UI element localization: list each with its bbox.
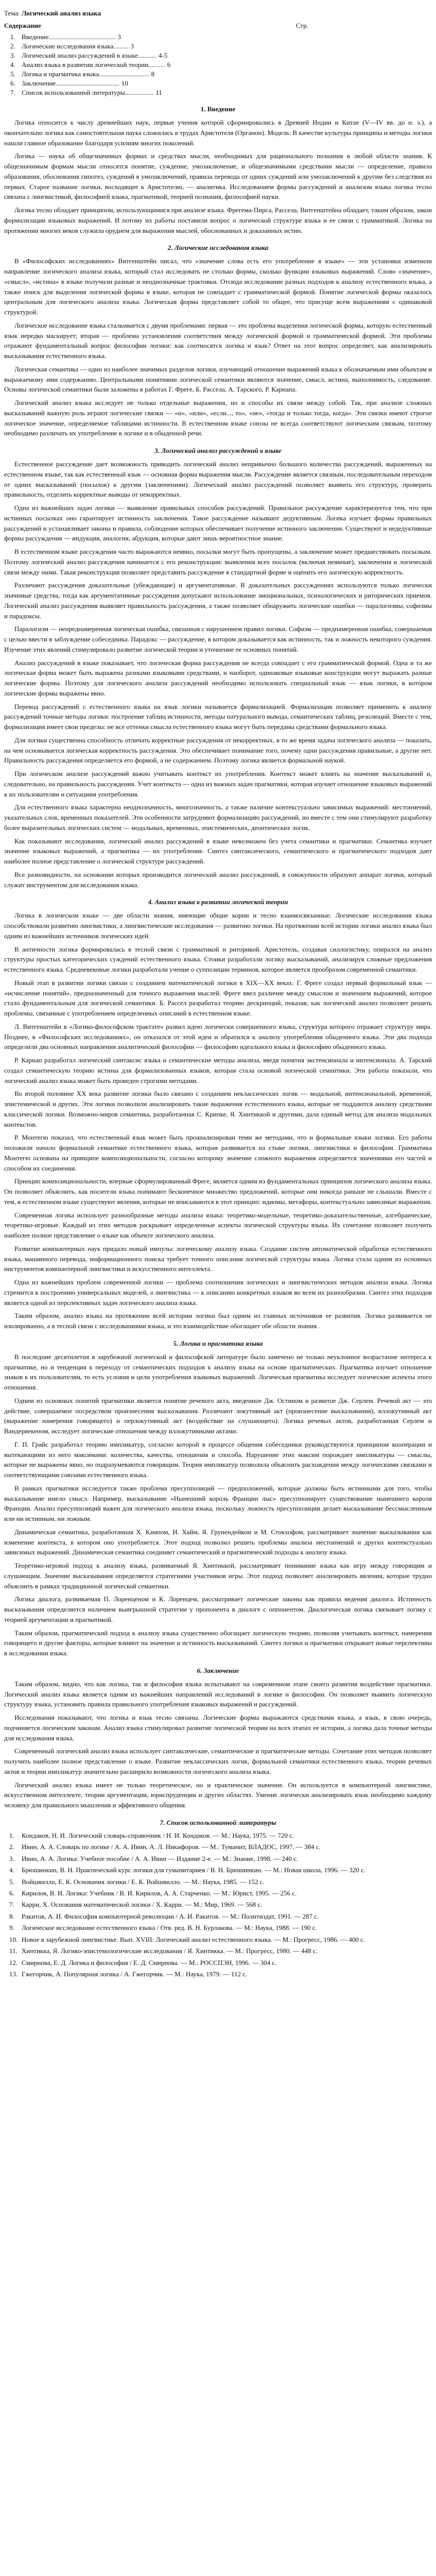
paragraph: Р. Карнап разработал логический синтаксис языка и семантические методы анализа, введя понятия экстенсионала и интенсионала. А. Тарский создал семантическую теорию истины для формализованных языков, которая стала основой логической семантики. Эти работы показали, что логический анализ языка может быть проведен строгими методами. xyxy=(4,1056,432,1084)
paragraph: Таким образом, видно, что как логика, так и философия языка испытывают на современном этапе своего развития воздействие прагматики. Логический анализ языка является одним из важнейших направлений исследований в логике и философии. Он позволяет выявить логическую структуру языка, установить правила правильного употребления языковых выражений и рассуждений. xyxy=(4,1680,432,1708)
toc-item-number: 5. xyxy=(10,70,15,78)
toc-item-page: 3 xyxy=(130,42,134,50)
theme-value: Логический анализ языка xyxy=(22,9,101,17)
reference-item xyxy=(9,1877,432,1887)
paragraph: Для логики существенна способность отличать корректные рассуждения от некорректных, в то же время задача логического анализа — показать, на чем основывается логическая корректность рассуждения. Это обеспечивает понимание того, почему одни рассуждения правильные, а другие нет. Правильность рассуждения определяется его формой, а не содержанием. Поэтому логика является формальной наукой. xyxy=(4,736,432,765)
reference-number: 9. xyxy=(9,1924,14,1932)
paragraph: Естественное рассуждение дает возможность приводить логический анализ непривычно большого количества рассуждений, выраженных на естественном языке, так как естественный язык — основная форма выражения мысли. Рассуждение является связным, последовательным переходом от одних высказываний (посылок) к другим (заключениям). Логический анализ рассуждений позволяет выявить его структуру, проверить правильность, отделить корректные выводы от некорректных. xyxy=(4,460,432,499)
reference-list xyxy=(4,1831,432,1979)
paragraph: Развитие компьютерных наук придало новый импульс логическому анализу языка. Создание систем автоматической обработки естественного языка, машинного перевода, информационного поиска требует точного описания логической структуры языка. Логика стала одним из основных инструментов компьютерной лингвистики и искусственного интеллекта. xyxy=(4,1244,432,1273)
toc-item-page: 8 xyxy=(151,70,155,78)
reference-number: 3. xyxy=(9,1854,14,1862)
paragraph: В естественном языке рассуждения часто выражаются неявно, посылки могут быть пропущены, а заключение может предшествовать посылкам. Поэтому логический анализ рассуждения начинается с его реконструкции: выявления всех посылок (включая неявные), заключения и логической связи между ними. Такая реконструкция позволяет представить рассуждение в стандартной форме и оценить его логическую корректность. xyxy=(4,548,432,576)
toc-item-text: Логический анализ рассуждений в языке........... xyxy=(22,52,156,59)
reference-number: 2. xyxy=(9,1843,14,1851)
section-heading: 5. Логика и прагматика языка xyxy=(173,1339,263,1347)
toc-item-text: Введение........................................ xyxy=(22,33,116,41)
toc-item-page: 10 xyxy=(121,79,128,87)
paragraph: Логика — наука об общезначимых формах и средствах мысли, необходимых для рационального познания в любой области знания. К общезначимым формам мысли относятся понятие, суждение, умозаключение, и общезначимыми средствами мысли — определение, правила образования, обоснования гипотез, суждений в умозаключений, правила перевода от одних суждений или умозаключений к другим без следствия из первых. Старое название логики, восходящее к Аристотелю, — аналитика. Исследованием формы рассуждений и анализом языка логика тесно связана с лингвистикой, философией языка, прагматикой, теорией познания, философией науки. xyxy=(4,152,432,201)
toc-item-text: Заключение...................................... xyxy=(22,79,119,87)
toc-item-text: Логические исследования языка......... xyxy=(22,42,129,50)
reference-text: Логическое исследование естественного языка / Отв. ред. В. Н. Бурлакова. — М.: Наука, 1988. — 190 с. xyxy=(22,1924,317,1932)
reference-number: 11. xyxy=(9,1947,18,1955)
paragraph: Все разновидности, на основании которых производится логический анализ рассуждений, в совокупности образуют аппарат логики, который служит инструментом для исследования языка. xyxy=(4,870,432,889)
reference-item xyxy=(9,1935,432,1944)
paragraph: В «Философских исследованиях» Витгенштейн писал, что «значение слова есть его употребление в языке» — эти установки изменили направление логического анализа языка, который стал исследовать не столько формы, сколько функции языковых выражений. Слово «значение», «смысл», «истина» в языке получили разные и неоднозначные трактовки. Отсюда исследование разных подходов к анализу естественного языка, а также поиск для выделения логической формы в языке, которая не совпадает с грамматической формой. Понятие логической формы оказалось центральным для логического анализа языка. Логическая форма представляет собой то общее, что присуще всем выражениям с одинаковой структурой. xyxy=(4,257,432,316)
paragraph: Как показывают исследования, логический анализ рассуждений в языке невозможен без учета семантики и прагматики. Семантика изучает значение языковых выражений, а прагматика — их употребление. Синтез синтаксического, семантического и прагматического подходов дает наиболее полное представление о логической структуре рассуждений. xyxy=(4,837,432,865)
paragraph: Таким образом, анализ языка на протяжении всей истории логики был одним из главных источников ее развития. Логика развивается не изолированно, а в тесной связи с исследованиями языка, и это взаимодействие обогащает обе области знания. xyxy=(4,1312,432,1330)
paragraph: При логическом анализе рассуждений важно учитывать контекст их употребления. Контекст может влиять на значение высказываний и, следовательно, на правильность рассуждения. Учет контекста — одна из важных задач прагматики, которая изучает отношение языковых выражений к их пользователям и ситуациям употребления. xyxy=(4,770,432,798)
paragraph: Логическая семантика — один из наиболее значимых разделов логики, изучающий отношение выражений языка к обозначаемым ими объектам и выражаемому ими содержанию. Центральными понятиями логической семантики являются значение, смысл, истина, выполнимость, следование. Основы логической семантики были заложены в работах Г. Фреге, Б. Рассела, А. Тарского, Р. Карнапа. xyxy=(4,365,432,394)
paragraph: В рамках прагматики исследуется также проблема пресуппозиций — предположений, которые должны быть истинными для того, чтобы высказывание имело смысл. Например, высказывание «Нынешний король Франции лыс» пресуппонирует существование нынешнего короля Франции. Анализ пресуппозиций важен для логического анализа языка, поскольку ложность пресуппозиции делает высказывание бессмысленным или ни истинным, ни ложным. xyxy=(4,1484,432,1522)
paragraph: Логика в логическом языке — две области знания, имеющие общие корни и тесно взаимосвязанные. Логические исследования языка способствовали развитию лингвистики, а лингвистические исследования — развитию логики. На протяжении всей истории логики анализ языка был одним из важнейших источников логических идей. xyxy=(4,911,432,940)
reference-text: Гжегорчик, А. Популярная логика / А. Гжегорчик. — М.: Наука, 1979. — 112 с. xyxy=(22,1970,248,1978)
paragraph: Паралогизм — непреднамеренная логическая ошибка, связанная с нарушением правил логики. Софизм — преднамеренная ошибка, совершаемая с целью ввести в заблуждение собеседника. Парадокс — рассуждение, в котором доказывается как истинность, так и ложность некоторого суждения. Изучение этих явлений стимулировало развитие логической теории и уточнение ее основных понятий. xyxy=(4,625,432,653)
paragraph: Логическое исследование языка сталкивается с двумя проблемами: первая — это проблема выделения логической формы, которую естественный язык нередко маскирует; вторая — проблема установления соответствия между логической формой и грамматической формой. Эти проблемы отражают фундаментальный вопрос философии логики: как соотносятся логика и язык? Ответ на этот вопрос определяет, как анализировать высказывания естественного языка. xyxy=(4,321,432,360)
toc-item-number: 1. xyxy=(10,33,15,41)
document-body xyxy=(4,105,432,1827)
reference-number: 7. xyxy=(9,1901,14,1909)
paragraph: Логический анализ языка имеет не только теоретическое, но и практическое значение. Он используется в компьютерной лингвистике, искусственном интеллекте, теории аргументации, юриспруденции и других областях. Умение логически анализировать язык необходимо каждому человеку для правильного мышления и эффективного общения. xyxy=(4,1781,432,1809)
toc-item[interactable] xyxy=(10,52,432,60)
reference-text: Хинтикка, Я. Логико-эпистемологические исследования / Я. Хинтикка. — М.: Прогресс, 1980. — 448 с. xyxy=(22,1947,318,1955)
paragraph: Одна из важнейших проблем современной логики — проблема соотношения логических и лингвистических методов анализа языка. Логика стремится к построению универсальных моделей, а лингвистика — к описанию конкретных языков во всем их разнообразии. Синтез этих подходов является одной из перспективных задач логического анализа языка. xyxy=(4,1278,432,1307)
toc-item-number: 4. xyxy=(10,61,15,69)
paragraph: Новый этап в развитии логики связан с созданием математической логики в XIX—XX веках. Г. Фреге создал первый формальный язык — «исчисление понятий», предназначенный для точного выражения мыслей. Фреге ввел различие между смыслом и значением выражений, которое стало фундаментальным для логической семантики. Б. Рассел разработал теорию дескрипций, показав, как логический анализ позволяет решить проблемы, связанные с употреблением определенных описаний в естественном языке. xyxy=(4,978,432,1017)
toc-item[interactable] xyxy=(10,61,432,69)
paragraph: Л. Витгенштейн в «Логико-философском трактате» развил идею логически совершенного языка, структура которого отражает структуру мира. Позднее, в «Философских исследованиях», он отказался от этой идеи и обратился к анализу употребления обыденного языка. Эти два подхода определили два основных направления аналитической философии — философию идеального языка и философию обыденного языка. xyxy=(4,1022,432,1051)
reference-text: Кирилов, В. И. Логика: Учебник / В. И. Кирилов, А. А. Старченко. — М.: Юрист, 1995. — 256 с. xyxy=(22,1889,297,1897)
reference-item xyxy=(9,1900,432,1909)
toc-item-page: 4-5 xyxy=(158,52,168,59)
reference-text: Новое в зарубежной лингвистике. Вып. XVIII: Логический анализ естественного языка. — М.: Прогресс, 1986. — 400 с. xyxy=(22,1935,365,1943)
paragraph: Одним из основных понятий прагматики является понятие речевого акта, введенное Дж. Остином и развитое Дж. Серлем. Речевой акт — это действие, совершаемое посредством произнесения высказывания. Различают локутивный акт (произнесение высказывания), иллокутивный акт (выражение намерения говорящего) и перлокутивный акт (воздействие на слушающего). Логика речевых актов, разработанная Серлем и Вандервекеном, исследует логические отношения между иллокутивными актами. xyxy=(4,1396,432,1435)
reference-number: 1. xyxy=(9,1831,14,1839)
reference-text: Войшвилло, Е. К. Основания логики / Е. К. Войшвилло. — М.: Наука, 1985. — 152 с. xyxy=(22,1877,265,1886)
reference-item xyxy=(9,1958,432,1968)
paragraph: Перевод рассуждений с естественного языка на язык логики называется формализацией. Формализация позволяет применить к анализу рассуждений точные методы логики: построение таблиц истинности, методы натурального вывода, семантических таблиц, резолюций. Вместе с тем, формализация имеет свои пределы: не все оттенки смысла естественного языка могут быть переданы средствами формального языка. xyxy=(4,702,432,731)
paragraph: Таким образом, прагматический подход к анализу языка существенно обогащает логическую теорию, позволяя учитывать контекст, намерения говорящего и другие факторы, которые влияют на значение и истинность высказываний. Синтез логики и прагматики открывает новые перспективы в исследовании языка. xyxy=(4,1629,432,1657)
reference-item xyxy=(9,1866,432,1875)
reference-text: Смирнова, Е. Д. Логика и философия / Е. Д. Смирнова. — М.: РОССПЭН, 1996. — 304 с. xyxy=(22,1958,277,1967)
paragraph: Логика тесно обладает принципом, использующимися при анализе языка. Фрегема-Пирса, Рассела, Витгенштейна обладает, таким образом, закон формализации языковых выражений. И потому их работы поставили вопрос о логической структуре языка и ее связи с грамматикой. Логика на протяжении многих веков служила орудием для выражения мыслей, обоснованных и доказанных истин. xyxy=(4,206,432,234)
section-heading: 2. Логические исследования языка xyxy=(167,244,269,252)
paragraph: В античности логика формировалась в тесной связи с грамматикой и риторикой. Аристотель, создавая силлогистику, опирался на анализ структуры простых категорических суждений естественного языка. Стоики разработали логику высказываний, анализируя сложные предложения естественного языка. Средневековые логики разработали учение о суппозиции терминов, которое является прообразом современной семантики. xyxy=(4,945,432,973)
theme-line xyxy=(4,9,432,18)
reference-item xyxy=(9,1889,432,1898)
paragraph: В последние десятилетия в зарубежной логической и философской литературе было замечено не только неуклонное возрастание интереса к прагматике, но и тенденция к переходу от семантических подходов к анализу языка на основе прагматических. Прагматика изучает отношение знаков к их пользователям, то есть условия и цели употребления языковых выражений. Логическая прагматика исследует логические аспекты этого отношения. xyxy=(4,1352,432,1391)
reference-item xyxy=(9,1912,432,1921)
paragraph: Во второй половине XX века развитие логики было связано с созданием неклассических логик — модальной, интенсиональной, временной, эпистемической и других. Эти логики позволили анализировать такие выражения естественного языка, которые не поддаются анализу средствами классической логики. Возможно-миров семантика, разработанная С. Крипке, Я. Хинтиккой и другими, дала единый метод для анализа модальных контекстов. xyxy=(4,1090,432,1128)
paragraph: Логический анализ языка исследует не только отдельные выражения, но и способы их связи между собой. Так, при анализе сложных высказываний важную роль играют логические связки — «и», «или», «если..., то», «не», «тогда и только тогда, когда». Эти связки имеют строгое логическое значение, определяемое таблицами истинности. В естественном языке союзы не всегда соответствуют логическим связкам, поэтому необходимо различать их употребление в логике и в обыденной речи. xyxy=(4,399,432,437)
reference-text: Карри, Х. Основания математической логики / Х. Карри. — М.: Мир, 1969. — 568 с. xyxy=(22,1901,263,1909)
reference-text: Кондаков, Н. И. Логический словарь-справочник / Н. И. Кондаков. — М.: Наука, 1975. — 720 с. xyxy=(22,1831,294,1839)
theme-label: Тема: xyxy=(4,9,20,17)
reference-number: 13. xyxy=(9,1970,18,1978)
reference-text: Ракитов, А. И. Философия компьютерной революции / А. И. Ракитов. — М.: Политиздат, 1991. — 287 с. xyxy=(22,1912,319,1920)
reference-item xyxy=(9,1842,432,1852)
toc-item-number: 2. xyxy=(10,42,15,50)
reference-item xyxy=(9,1946,432,1956)
reference-item xyxy=(9,1854,432,1863)
toc-item[interactable] xyxy=(10,79,432,88)
reference-number: 12. xyxy=(9,1958,18,1967)
reference-text: Ивин, А. А. Логика: Учебное пособие / А. А. Ивин — Издание 2-е. — М.: Знание, 1998. — 240 с. xyxy=(22,1854,299,1862)
toc-item-text: Список использованной литературы................. xyxy=(22,89,154,96)
toc-item-page: 3 xyxy=(117,33,121,41)
toc-item[interactable] xyxy=(10,33,432,41)
paragraph: Логика относится к числу древнейших наук, первые учения которой сформировались в Древней Индии и Китае (V—IV вв. до н. э.), а окончательно логика как самостоятельная наука сложилась в трудах Аристотеля (Органон). Модель: В качестве культуры принципы и методы логики нашли главное образование благодаря усилиям многих поколений. xyxy=(4,118,432,147)
paragraph: Для естественного языка характерна неоднозначность, многозначность, а также наличие контекстуально зависимых выражений: местоимений, указательных слов, временных показателей. Эти особенности затрудняют формализацию рассуждений, но вместе с тем они стимулируют разработку более выразительных логических систем — модальных, временных, эпистемических, деонтических логик. xyxy=(4,803,432,832)
section-heading: 1. Введение xyxy=(200,105,236,113)
toc-item-number: 3. xyxy=(10,52,15,59)
reference-item xyxy=(9,1970,432,1979)
section-heading: 7. Список использованной литературы xyxy=(160,1818,276,1826)
toc-item-page: 11 xyxy=(155,89,162,96)
toc-item-page: 6 xyxy=(167,61,171,69)
section-heading: 3. Логический анализ рассуждений в языке xyxy=(154,447,282,454)
reference-number: 6. xyxy=(9,1889,14,1897)
toc-item-number: 7. xyxy=(10,89,15,96)
paragraph: Г. П. Грайс разработал теорию импликатур, согласно которой в процессе общения собеседники руководствуются принципом кооперации и вытекающими из него максимами: количества, качества, отношения и способа. Нарушение этих максим порождает импликатуры — смыслы, которые не выражены явно, но подразумеваются говорящим. Теория импликатур позволила объяснить расхождения между логическими связками и соответствующими союзами естественного языка. xyxy=(4,1440,432,1479)
toc-title: Содержание xyxy=(4,22,41,29)
section-heading: 6. Заключение xyxy=(197,1666,239,1674)
paragraph: Различают рассуждения доказательные (убеждающие) и аргументативные. В доказательных рассуждениях используются только логически значимые средства, тогда как аргументативные рассуждения допускают использование эмоциональных, психологических и риторических приемов. Логический анализ рассуждения выявляет правильность рассуждения, а также позволяет обнаружить логические ошибки — паралогизмы, софизмы и парадоксы. xyxy=(4,581,432,620)
reference-item xyxy=(9,1831,432,1840)
reference-number: 4. xyxy=(9,1866,14,1874)
paragraph: Анализ рассуждений в языке показывает, что логическая форма рассуждения не всегда совпадает с его грамматической формой. Одна и та же логическая форма может быть выражена разными языковыми средствами, и наоборот, одинаковые языковые конструкции могут выражать разные логические формы. Поэтому для логического анализа рассуждений необходимо использовать специальный язык — язык логики, в котором логические формы выражены явно. xyxy=(4,658,432,697)
paragraph: Одна из важнейших задач логики — выявление правильных способов рассуждений. Правильное рассуждение характеризуется тем, что при истинных посылках оно гарантирует истинность заключения. Такое рассуждение называют дедуктивным. Логика изучает формы правильных рассуждений и устанавливает законы и правила, соблюдение которых обеспечивает получение истинного заключения. Существуют и недедуктивные формы рассуждения — индукция, аналогия, абдукция, которые дают лишь вероятностное знание. xyxy=(4,504,432,543)
reference-text: Ивин, А. А. Словарь по логике / А. А. Ивин, А. Л. Никифоров. — М.: Туманит, ВЛАДОС, 1997. — 384 с. xyxy=(22,1843,321,1851)
paragraph: Логика диалога, развиваемая П. Лоренценом и К. Лоренцем, рассматривает логические законы как правила ведения диалога. Истинность высказывания определяется наличием выигрышной стратегии у пропонента в диалоге с оппонентом. Диалогическая логика связывает логику с теорией аргументации и прагматикой. xyxy=(4,1595,432,1623)
toc-item[interactable] xyxy=(10,42,432,50)
toc-header xyxy=(4,22,432,30)
reference-number: 10. xyxy=(9,1935,18,1943)
table-of-contents xyxy=(10,33,432,97)
paragraph: Принцип композициональности, впервые сформулированный Фреге, является одним из фундаментальных принципов логического анализа языка. Он позволяет объяснить, как носители языка понимают бесконечное множество предложений, которые они никогда раньше не слышали. Вместе с тем, в естественном языке существуют явления, которые не вписываются в этот принцип: идиомы, метафоры, контекстуально зависимые выражения. xyxy=(4,1177,432,1206)
paragraph: Современная логика использует разнообразные методы анализа языка: теоретико-модельные, теоретико-доказательственные, алгебраические, теоретико-игровые. Каждый из этих методов раскрывает определенные аспекты логической структуры языка. Их сочетание позволяет получить наиболее полное представление о языке как объекте логического анализа. xyxy=(4,1211,432,1239)
toc-item-text: Логика и прагматика языка.............................. xyxy=(22,70,149,78)
paragraph: Динамическая семантика, разработанная Х. Кампом, И. Хайм, Я. Грунендейком и М. Стокхофом, рассматривает значение высказывания как изменение контекста, в котором оно употребляется. Этот подход позволил решить проблемы анализа местоимений и других контекстуально зависимых выражений. Динамическая семантика соединяет семантический и прагматический подходы к анализу языка. xyxy=(4,1528,432,1556)
reference-text: Брюшинкин, В. Н. Практический курс логики для гуманитариев / В. Н. Брюшинкин. — М.: Новая школа, 1996. — 320 с. xyxy=(22,1866,366,1874)
section-heading: 4. Анализ языка в развитии логической теории xyxy=(148,898,288,906)
paragraph: Современный логический анализ языка использует синтаксические, семантические и прагматические методы. Сочетание этих методов позволяет получить наиболее полное представление о языке. Развитие неклассических логик, формальной семантики естественного языка, теории речевых актов и теории импликатур значительно расширило возможности логического анализа языка. xyxy=(4,1747,432,1775)
reference-number: 5. xyxy=(9,1877,14,1886)
toc-item[interactable] xyxy=(10,70,432,78)
toc-item-number: 6. xyxy=(10,79,15,87)
paragraph: Р. Монтегю показал, что естественный язык может быть проанализирован теми же методами, что и формальные языки логики. Его работы положили начало формальной семантике естественного языка, которая развивается на стыке логики, лингвистики и философии. Грамматика Монтегю основана на принципе композициональности, согласно которому значение сложного выражения определяется значениями его частей и способом их соединения. xyxy=(4,1133,432,1172)
reference-number: 8. xyxy=(9,1912,14,1920)
toc-page-label: Стр. xyxy=(295,22,308,29)
paragraph: Теоретико-игровой подход к анализу языка, развиваемый Я. Хинтиккой, рассматривает понимание языка как игру между говорящим и слушающим. Значение высказывания определяется стратегиями участников игры. Этот подход позволяет анализировать явления, которые трудно объяснить в рамках традиционной логической семантики. xyxy=(4,1562,432,1590)
paragraph: Исследования показывают, что логика и язык тесно связаны. Логические формы выражаются средствами языка, а язык, в свою очередь, подчиняется логическим законам. Анализ языка стимулировал развитие логической теории на всех этапах ее истории, а логика дала точные методы для исследования языка. xyxy=(4,1714,432,1742)
toc-item[interactable] xyxy=(10,89,432,97)
reference-item xyxy=(9,1923,432,1933)
toc-item-text: Анализ языка в развитии логической теории.......... xyxy=(22,61,165,69)
